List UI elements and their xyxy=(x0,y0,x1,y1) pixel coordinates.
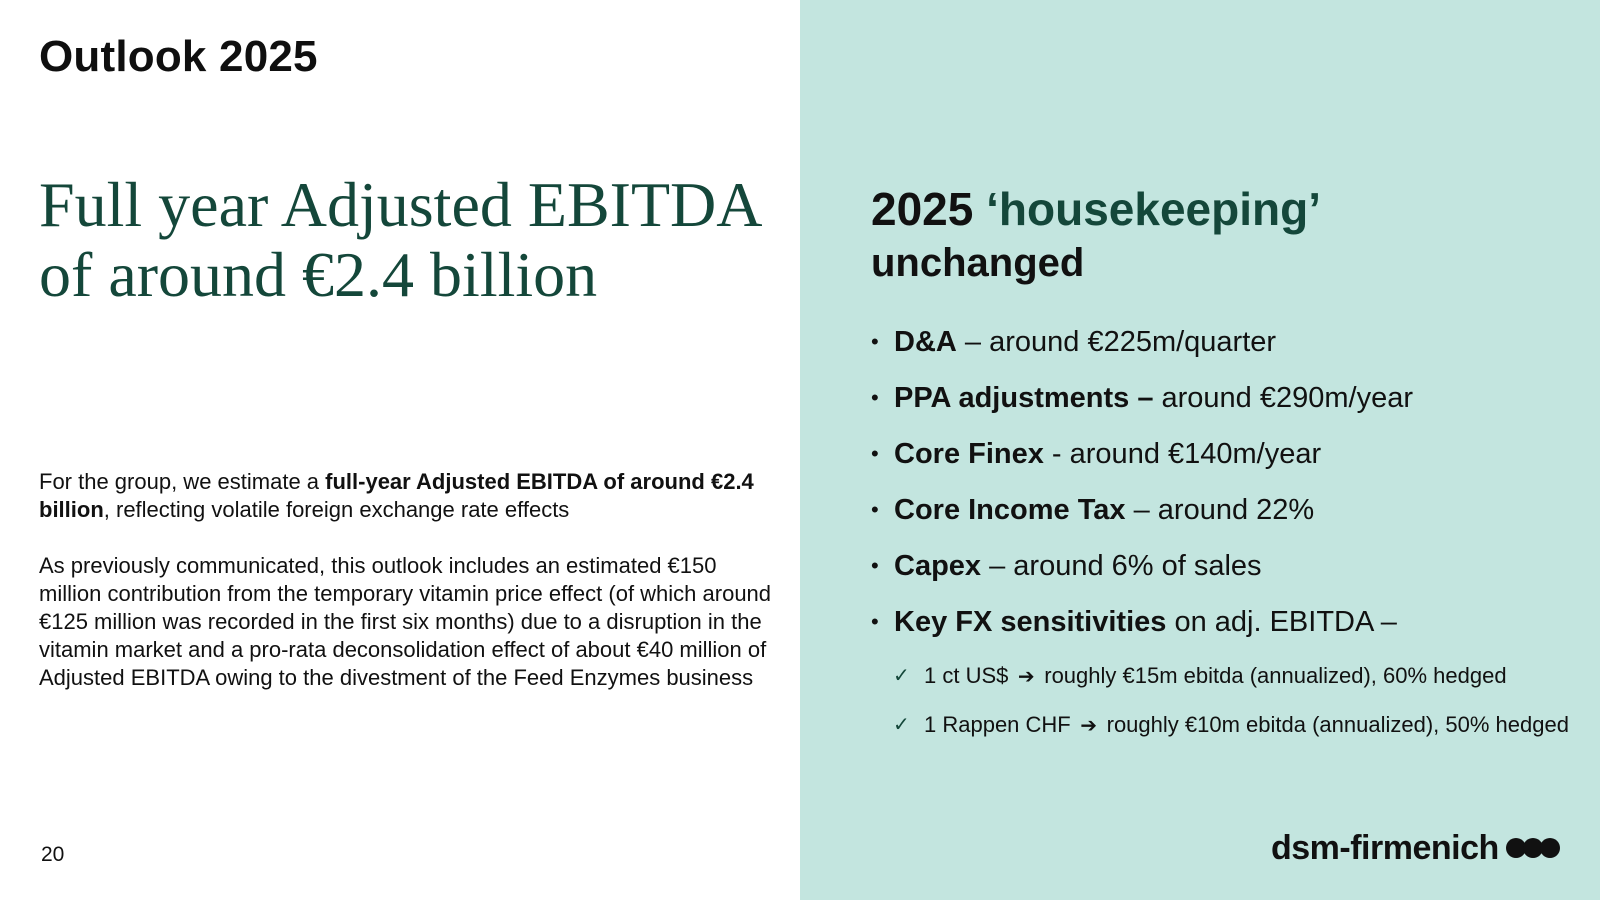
outlook-detail-paragraph: As previously communicated, this outlook includes an estimated €150 million contribution from the temporary vitamin price effect (of which around €125 million was recorded in the first six months) due to a disruption in the vitamin market and a pro-rata deconsolidation effect of about €40 million of Adjusted EBITDA owing to the divestment of the Feed Enzymes business xyxy=(39,553,772,690)
headline xyxy=(39,170,799,310)
fx-impact: roughly €10m ebitda (annualized), 50% hedged xyxy=(1106,712,1569,737)
list-item-value: - around €140m/year xyxy=(1043,438,1322,470)
bullet-dot-icon: • xyxy=(871,497,879,522)
housekeeping-title-accent: ‘housekeeping’ xyxy=(986,183,1321,235)
list-item xyxy=(871,490,1571,546)
brand-name: dsm-firmenich xyxy=(1271,828,1499,867)
list-item xyxy=(871,322,1571,378)
fx-currency: 1 Rappen CHF xyxy=(924,712,1071,737)
bullet-dot-icon: • xyxy=(871,329,879,354)
list-item xyxy=(871,602,1571,658)
arrow-right-icon: ➔ xyxy=(1012,666,1041,688)
arrow-right-icon: ➔ xyxy=(1074,715,1103,737)
fx-impact: roughly €15m ebitda (annualized), 60% hedged xyxy=(1044,663,1507,688)
brand-logo xyxy=(1271,826,1560,870)
fx-currency: 1 ct US$ xyxy=(924,663,1009,688)
fx-sensitivity-list xyxy=(893,662,1573,760)
headline-line-2: of around €2.4 billion xyxy=(39,239,598,310)
bullet-dot-icon: • xyxy=(871,441,879,466)
paragraph-emphasis: full-year Adjusted EBITDA of around €2.4 billion xyxy=(39,469,754,522)
list-item xyxy=(871,434,1571,490)
fx-sensitivity-item xyxy=(893,662,1573,691)
list-item-label: Core Income Tax xyxy=(894,494,1126,526)
list-item-label: PPA adjustments – xyxy=(894,382,1162,414)
list-item xyxy=(871,378,1571,434)
paragraph-text: , reflecting volatile foreign exchange rate effects xyxy=(103,497,570,522)
bullet-dot-icon: • xyxy=(871,385,879,410)
paragraph-text: For the group, we estimate a xyxy=(39,469,326,494)
list-item-label: Core Finex xyxy=(894,438,1044,470)
list-item-value: around €290m/year xyxy=(1161,382,1414,414)
list-item-value: – around 22% xyxy=(1125,494,1315,526)
list-item-value: on adj. EBITDA – xyxy=(1166,606,1397,638)
list-item-label: Key FX sensitivities xyxy=(894,606,1167,638)
housekeeping-subtitle: unchanged xyxy=(871,241,1085,285)
checkmark-icon: ✓ xyxy=(893,714,910,736)
group-estimate-paragraph xyxy=(39,468,779,524)
list-item-value: – around €225m/quarter xyxy=(956,326,1277,358)
page-number: 20 xyxy=(41,843,65,866)
list-item-label: D&A xyxy=(894,326,957,358)
list-item-label: Capex xyxy=(894,550,982,582)
fx-sensitivity-item xyxy=(893,711,1573,740)
bullet-dot-icon: • xyxy=(871,609,879,634)
page-title: Outlook 2025 xyxy=(39,32,318,81)
housekeeping-year: 2025 xyxy=(871,183,974,235)
bullet-dot-icon: • xyxy=(871,553,879,578)
housekeeping-title xyxy=(871,183,1321,235)
list-item xyxy=(871,546,1571,602)
housekeeping-list xyxy=(871,322,1571,658)
list-item-value: – around 6% of sales xyxy=(981,550,1262,582)
brand-dots-icon xyxy=(1509,838,1560,858)
headline-line-1: Full year Adjusted EBITDA xyxy=(39,169,763,240)
checkmark-icon: ✓ xyxy=(893,665,910,687)
